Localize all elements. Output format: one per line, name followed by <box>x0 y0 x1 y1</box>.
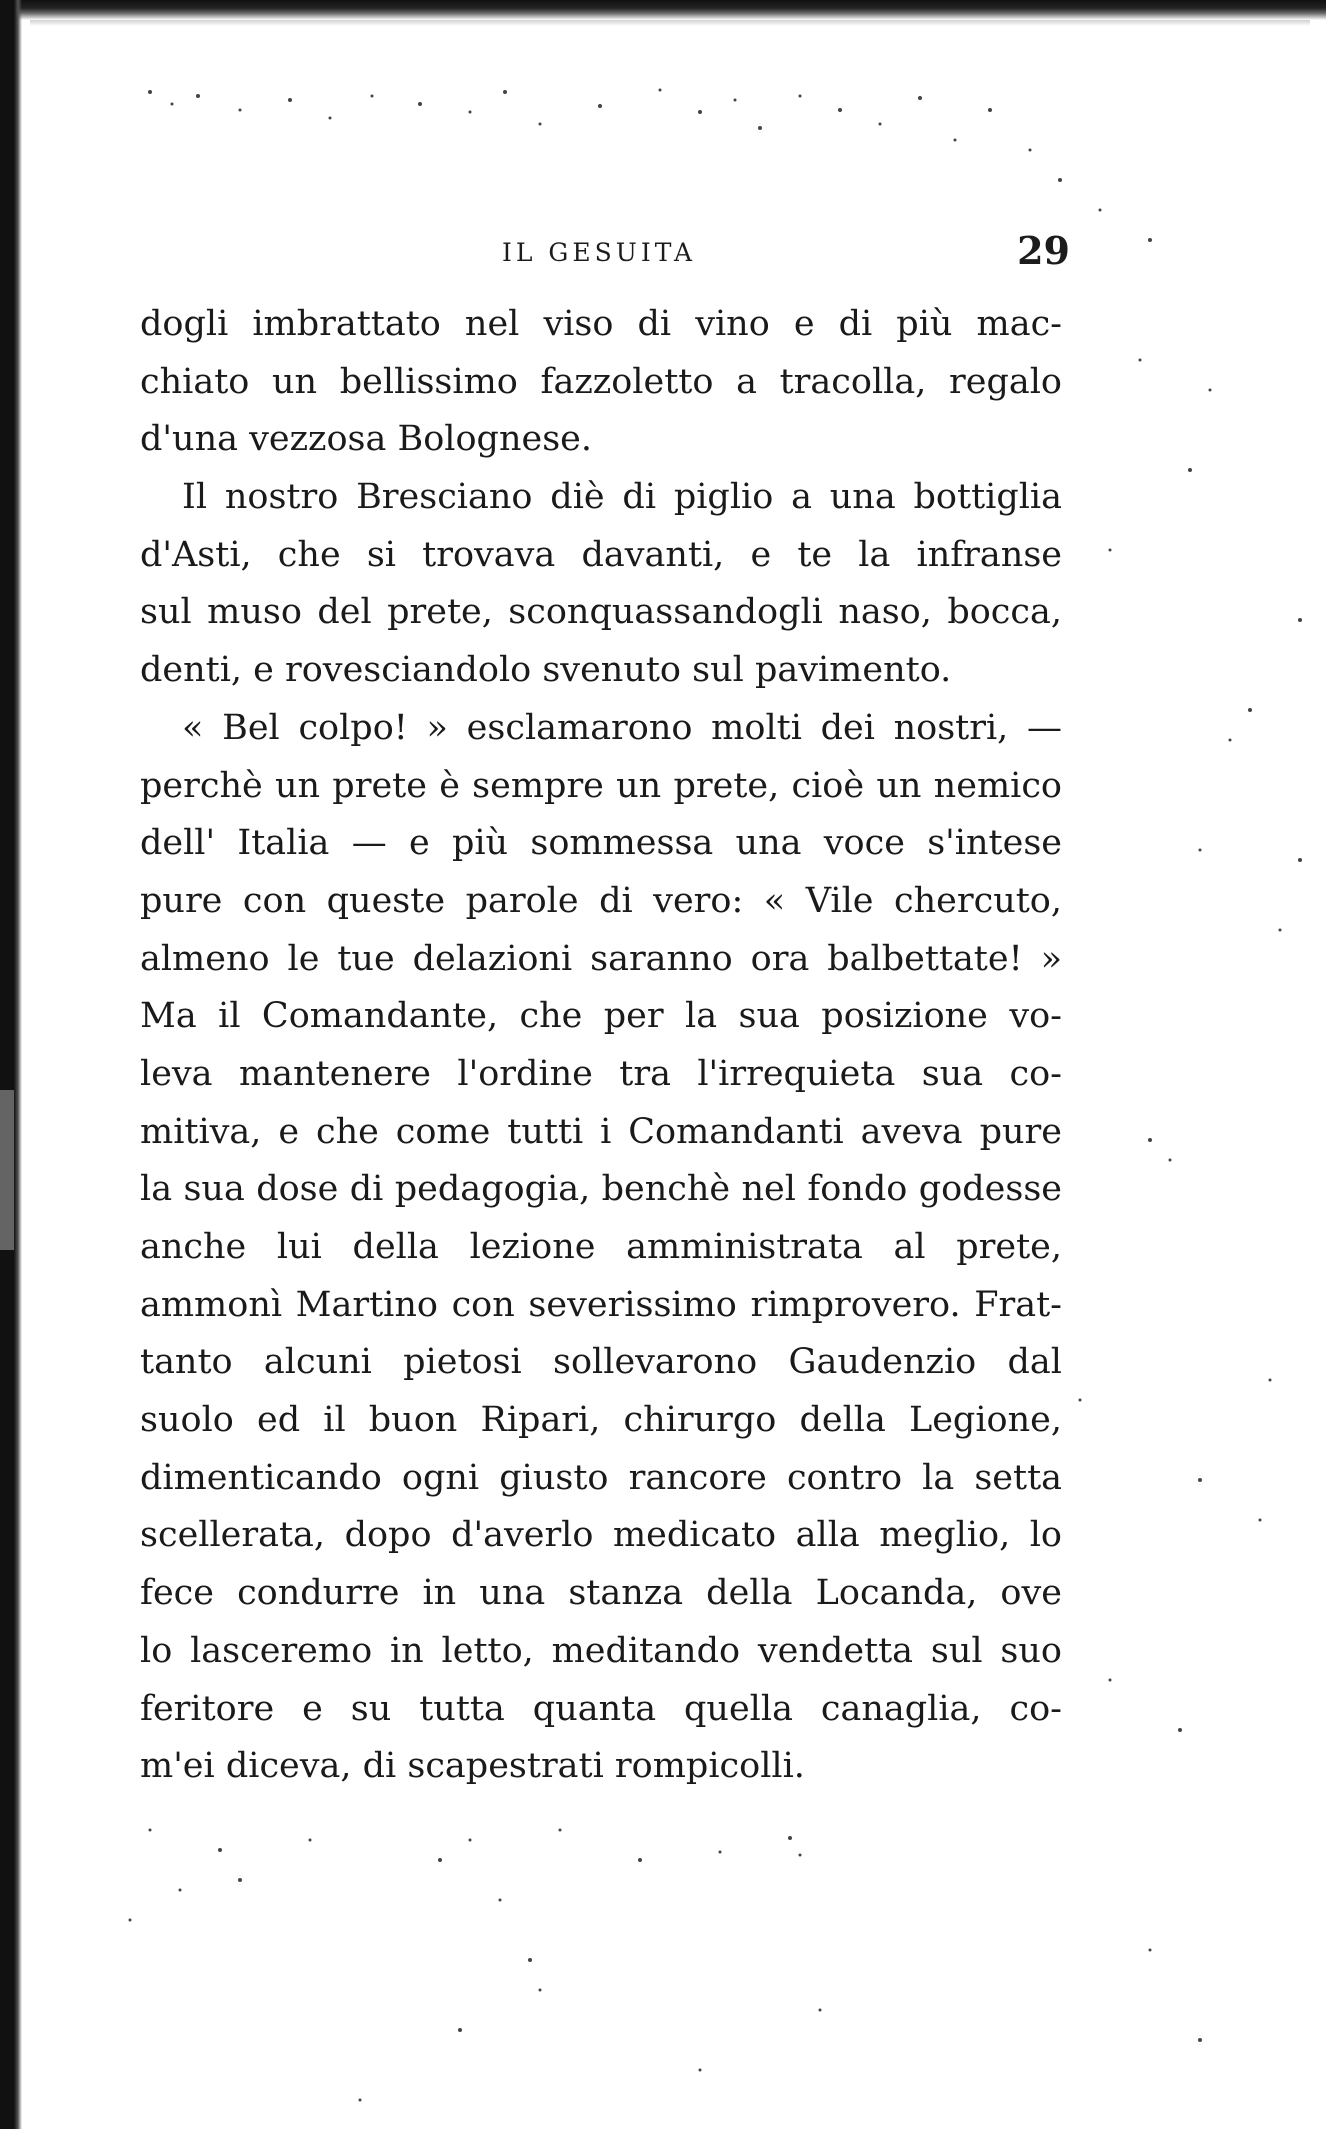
text-line: suolo ed il buon Ripari, chirurgo della Legione, <box>140 1400 1062 1441</box>
text-line: tanto alcuni pietosi sollevarono Gaudenzio dal <box>140 1342 1062 1383</box>
text-line: pure con queste parole di vero: « Vile chercuto, <box>140 880 1062 921</box>
text-line: m'ei diceva, di scapestrati rompicolli. <box>140 1746 805 1787</box>
text-line: perchè un prete è sempre un prete, cioè un nemico <box>140 765 1062 806</box>
text-line: dogli imbrattato nel viso di vino e di più mac- <box>140 304 1062 344</box>
running-head <box>140 228 1070 273</box>
page-number: 29 <box>1017 228 1070 273</box>
scan-top-shadow <box>30 20 1310 26</box>
text-line: almeno le tue delazioni saranno ora balbettate! » <box>140 938 1062 979</box>
text-line: scellerata, dopo d'averlo medicato alla meglio, lo <box>140 1515 1062 1556</box>
text-line: fece condurre in una stanza della Locanda, ove <box>140 1573 1062 1614</box>
text-line: d'Asti, che si trovava davanti, e te la infranse <box>140 534 1062 575</box>
text-line: Il nostro Bresciano diè di piglio a una bottiglia <box>182 477 1062 518</box>
scan-left-edge-fade <box>0 1090 14 1250</box>
text-line: ammonì Martino con severissimo rimprovero. Frat- <box>140 1284 1062 1325</box>
text-line: mitiva, e che come tutti i Comandanti aveva pure <box>140 1111 1062 1152</box>
text-line: sul muso del prete, sconquassandogli naso, bocca, <box>140 592 1062 633</box>
text-line: la sua dose di pedagogia, benchè nel fondo godesse <box>140 1169 1062 1210</box>
text-line: feritore e su tutta quanta quella canaglia, co- <box>140 1688 1062 1729</box>
text-line: leva mantenere l'ordine tra l'irrequieta sua co- <box>140 1053 1062 1094</box>
text-line: d'una vezzosa Bolognese. <box>140 419 593 460</box>
text-line: lo lasceremo in letto, meditando vendetta sul suo <box>140 1630 1062 1671</box>
body-text <box>140 296 1062 1796</box>
running-title: IL GESUITA <box>502 238 697 267</box>
text-line: dimenticando ogni giusto rancore contro la setta <box>140 1457 1062 1498</box>
text-line: denti, e rovesciandolo svenuto sul pavimento. <box>140 650 952 691</box>
scan-left-edge <box>0 0 22 2129</box>
text-line: dell' Italia — e più sommessa una voce s'intese <box>140 823 1062 864</box>
text-line: « Bel colpo! » esclamarono molti dei nostri, — <box>182 707 1062 748</box>
text-line: anche lui della lezione amministrata al prete, <box>140 1227 1062 1267</box>
text-line: chiato un bellissimo fazzoletto a tracolla, regalo <box>140 361 1062 402</box>
scan-top-edge <box>0 0 1326 20</box>
text-line: Ma il Comandante, che per la sua posizione vo- <box>140 996 1062 1037</box>
